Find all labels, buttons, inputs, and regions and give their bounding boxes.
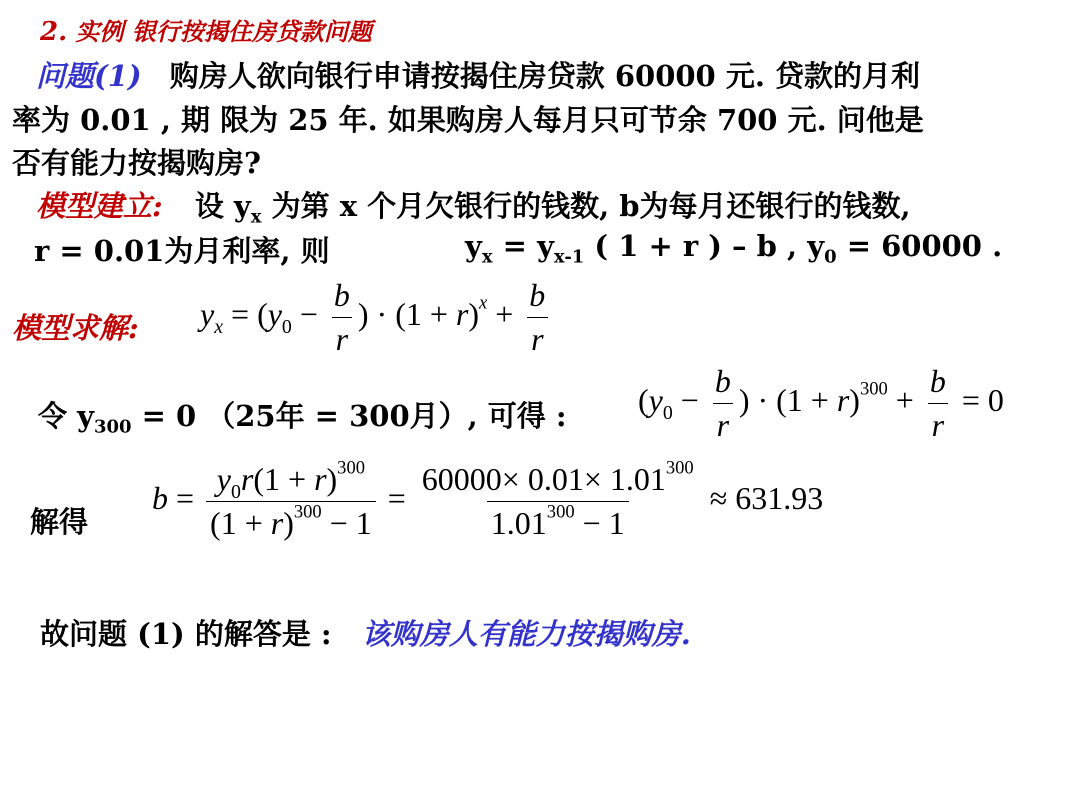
heading-number: 2. [40,17,68,47]
cf-exp: 300 [859,378,888,400]
rec-sub-xm1: x-1 [553,246,585,268]
rf-n-r2: r [314,461,327,497]
rf-frac2-den [487,501,629,541]
sf-y: y [200,296,215,333]
rf-frac2-num [418,457,698,501]
model-text-pre: 设 y [194,189,251,223]
cond-sub: 300 [93,416,132,438]
rf-frac1-den [206,501,376,541]
rf-d2: 1.01 [490,505,547,542]
problem-text-1: 购房人欲向银行申请按揭住房贷款 60000 元. 贷款的月利 [169,59,921,93]
result-formula [152,457,824,542]
condition-formula [638,364,1004,443]
answer-prefix: 故问题 (1) 的解答是 : [40,617,332,651]
model-line-1 [36,184,911,228]
model-line-2: r = 0.01为月利率, 则 [34,234,330,268]
cf-plus: + [887,382,922,419]
cond-pre: 令 y [38,399,94,433]
cf-fraction-2 [926,364,950,443]
answer-text: 该购房人有能力按揭购房. [361,617,691,651]
cf-frac2-den: r [928,403,948,443]
cf-close: ) [849,382,860,419]
cf-r: r [836,382,850,419]
slide-heading [40,12,372,47]
model-label: 模型建立: [36,189,163,223]
cond-post: = 0 （25年 = 300月）, 可得 : [131,399,567,433]
sf-minus: − [291,296,326,333]
sf-frac2-den: r [527,317,547,357]
model-text-sub: x [250,206,262,228]
sf-eq: = ( [223,296,268,333]
sf-exp: x [479,292,488,314]
sf-sub-0: 0 [281,315,292,338]
cf-minus: − [672,382,707,419]
rf-n2-exp: 300 [665,457,694,479]
cf-frac-num: b [714,363,731,399]
rec-sub-x: x [481,246,493,268]
rf-n-close: ) [326,461,338,497]
rec-rest: ( 1 + r ) – b , y [584,229,825,263]
sf-sub-x: x [214,315,224,338]
sf-fraction [330,278,354,357]
rf-b: b [152,480,168,517]
rf-d2-exp: 300 [546,501,575,523]
rf-n-open: (1 + [253,461,315,497]
cf-frac2-num: b [929,363,946,399]
rf-d-open: (1 + [210,505,271,542]
model-text-post: 为第 x 个月欠银行的钱数, b为每月还银行的钱数, [271,189,911,223]
result-label: 解得 [30,505,89,539]
solution-label: 模型求解: [12,311,139,345]
sf-r: r [455,296,469,333]
answer-line [40,612,691,653]
rf-d-close: ) [283,505,294,542]
rf-eq: = [168,480,203,517]
rf-d-exp: 300 [293,501,322,523]
rf-frac1-num [213,457,369,503]
rf-fraction-2 [418,457,698,542]
sf-frac-den: r [332,317,352,357]
sf-fraction-2 [525,278,549,357]
heading-text: 实例 银行按揭住房贷款问题 [75,17,372,46]
sf-plus: + [487,296,522,333]
cf-y: y [648,382,663,419]
cf-mid: ) · (1 + [738,382,837,419]
condition-line [38,394,567,438]
rf-eq2: = [379,480,414,517]
cf-open: ( [638,382,649,419]
sf-close: ) [468,296,480,333]
cf-frac-den: r [713,403,733,443]
rec-y: y [465,229,482,263]
problem-line-1 [36,54,920,95]
rf-n2: 60000× 0.01× 1.01 [421,461,666,497]
rf-n-exp: 300 [337,457,365,479]
rf-approx: ≈ 631.93 [701,480,824,517]
problem-line-2: 率为 0.01 , 期 限为 25 年. 如果购房人每月只可节余 700 元. 问他是 [12,103,924,137]
problem-line-3: 否有能力按揭购房? [12,146,261,180]
solution-formula [200,278,553,357]
rec-end: = 60000 . [836,229,1003,263]
sf-frac2-num: b [529,277,546,313]
rf-fraction-1 [206,457,376,542]
problem-label: 问题(1) [36,59,142,93]
rf-n-y: y [216,461,231,497]
cf-fraction [711,364,735,443]
rf-n-r: r [240,461,254,497]
sf-mid: ) · (1 + [357,296,456,333]
cf-sub-0: 0 [662,401,673,424]
rec-sub-0: 0 [824,246,837,268]
recurrence-equation [465,229,1003,268]
sf-frac-num: b [333,277,350,313]
rf-n-sub0: 0 [230,480,241,503]
rf-d-tail: − 1 [321,505,372,542]
rf-d-r: r [270,505,284,542]
cf-eq0: = 0 [953,382,1004,419]
rec-eq: = y [492,229,554,263]
sf-y0: y [267,296,282,333]
rf-d2-tail: − 1 [574,505,625,542]
